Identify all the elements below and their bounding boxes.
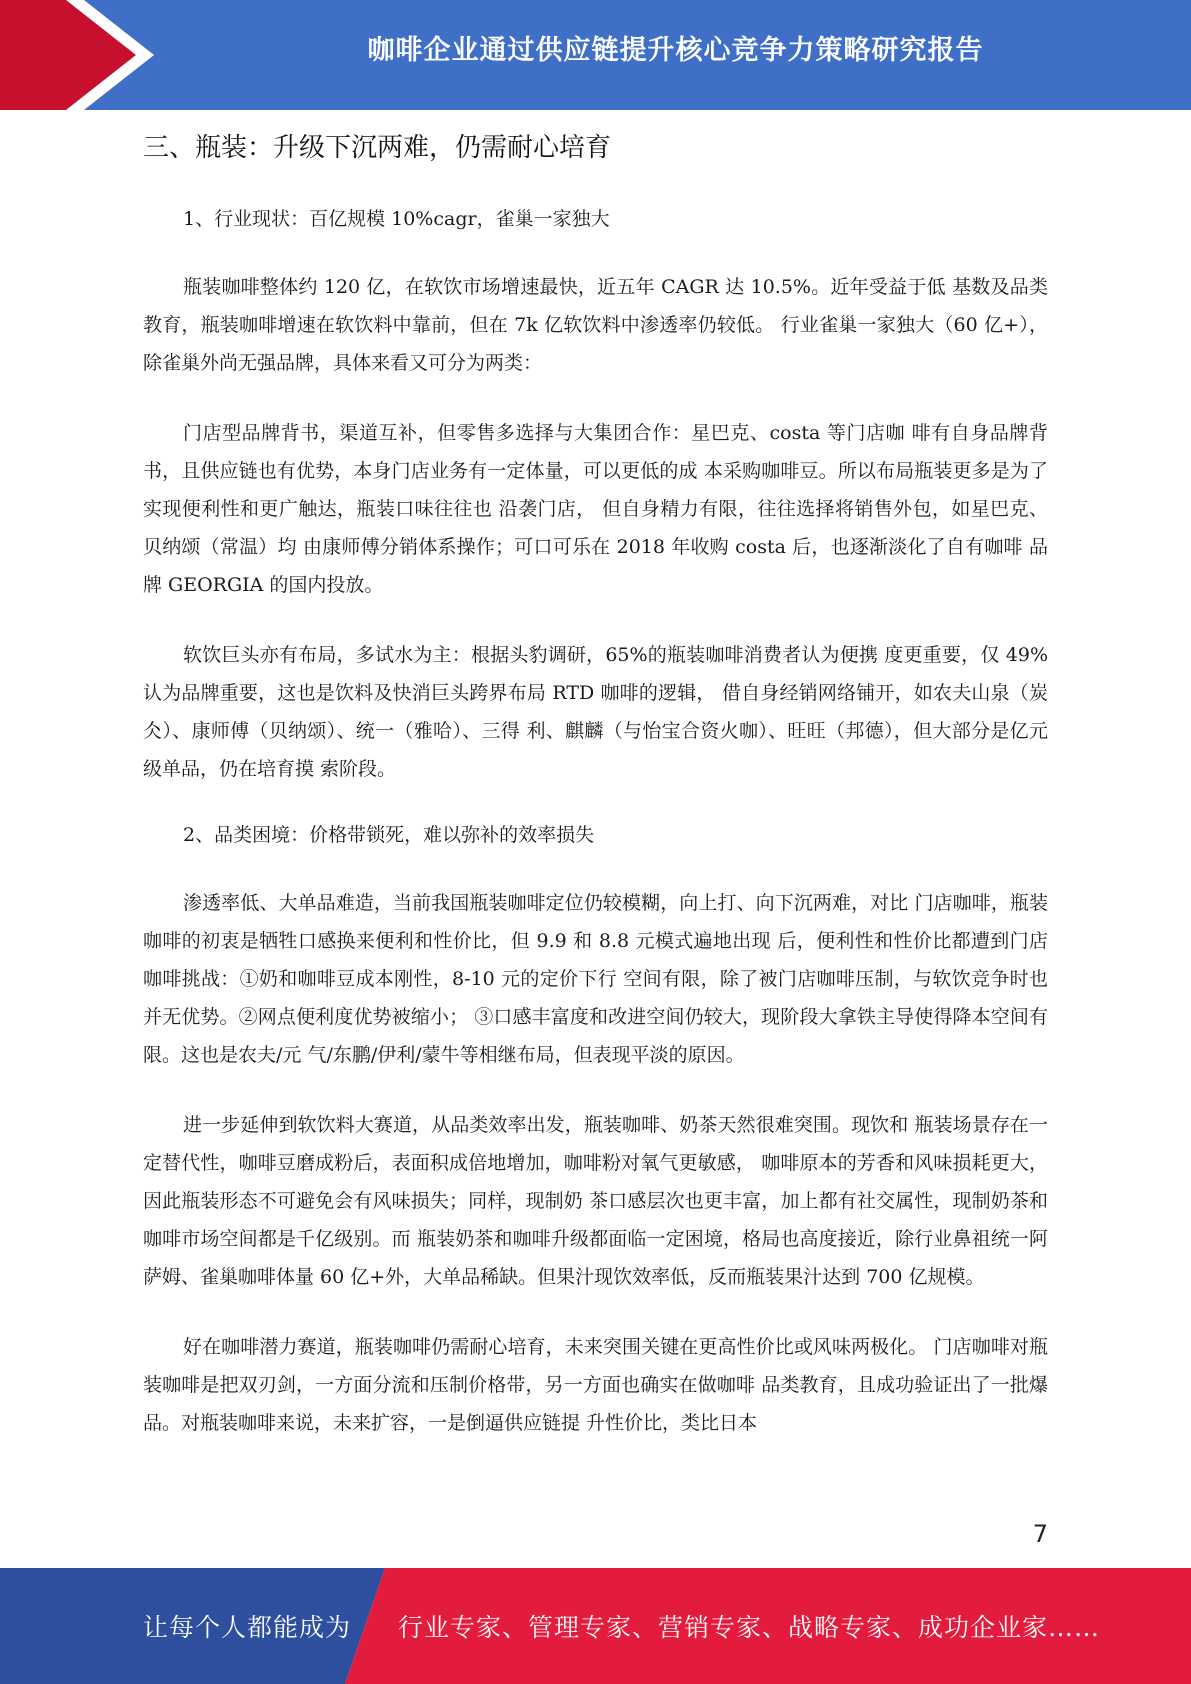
paragraph: 进一步延伸到软饮料大赛道，从品类效率出发，瓶装咖啡、奶茶天然很难突围。现饮和 瓶装场景存在一定替代性，咖啡豆磨成粉后，表面积成倍地增加，咖啡粉对氧气更敏感， 咖啡原本的芳香和风味损耗更大，因此瓶装形态不可避免会有风味损失；同样，现制奶 茶口感层次也更丰富，加上都有社交属性，现制奶茶和咖啡市场空间都是千亿级别。而 瓶装奶茶和咖啡升级都面临一定困境，格局也高度接近，除行业鼻祖统一阿萨姆、雀巢咖啡体量 60 亿+外，大单品稀缺。但果汁现饮效率低，反而瓶装果汁达到 700 亿规模。 <box>143 1114 1048 1288</box>
subsection-heading-1: 1、行业现状：百亿规模 10%cagr，雀巢一家独大 <box>183 208 610 230</box>
footer-slogan-left: 让每个人都能成为 <box>143 1613 352 1642</box>
page-number: 7 <box>1032 1520 1048 1548</box>
paragraph: 渗透率低、大单品难造，当前我国瓶装咖啡定位仍较模糊，向上打、向下沉两难，对比 门店咖啡，瓶装咖啡的初衷是牺牲口感换来便利和性价比，但 9.9 和 8.8 元模式遍地出现 后，便利性和性价比都遭到门店咖啡挑战：①奶和咖啡豆成本刚性，8-10 元的定价下行 空间有限，除了被门店咖啡压制，与软饮竞争时也并无优势。②网点便利度优势被缩小； ③口感丰富度和改进空间仍较大，现阶段大拿铁主导使得降本空间有限。这也是农夫/元 气/东鹏/伊利/蒙牛等相继布局，但表现平淡的原因。 <box>143 892 1048 1066</box>
page-header <box>0 0 1191 110</box>
paragraph: 门店型品牌背书，渠道互补，但零售多选择与大集团合作：星巴克、costa 等门店咖 啡有自身品牌背书，且供应链也有优势，本身门店业务有一定体量，可以更低的成 本采购咖啡豆。所以布局瓶装更多是为了实现便利性和更广触达，瓶装口味往往也 沿袭门店， 但自身精力有限，往往选择将销售外包，如星巴克、贝纳颂（常温）均 由康师傅分销体系操作；可口可乐在 2018 年收购 costa 后，也逐渐淡化了自有咖啡 品牌 GEORGIA 的国内投放。 <box>143 422 1048 596</box>
main-content <box>143 128 1048 1474</box>
paragraph: 软饮巨头亦有布局，多试水为主：根据头豹调研，65%的瓶装咖啡消费者认为便携 度更重要，仅 49%认为品牌重要，这也是饮料及快消巨头跨界布局 RTD 咖啡的逻辑， 借自身经销网络铺开，如农夫山泉（炭仌）、康师傅（贝纳颂）、统一（雅哈）、三得 利、麒麟（与怡宝合资火咖）、旺旺（邦德），但大部分是亿元级单品，仍在培育摸 索阶段。 <box>143 644 1048 780</box>
footer-slogan-right: 行业专家、管理专家、营销专家、战略专家、成功企业家…… <box>398 1613 1101 1642</box>
subsection-heading-2: 2、品类困境：价格带锁死，难以弥补的效率损失 <box>183 824 595 846</box>
report-title: 咖啡企业通过供应链提升核心竞争力策略研究报告 <box>367 35 984 66</box>
paragraph: 好在咖啡潜力赛道，瓶装咖啡仍需耐心培育，未来突围关键在更高性价比或风味两极化。 门店咖啡对瓶装咖啡是把双刃剑，一方面分流和压制价格带，另一方面也确实在做咖啡 品类教育，且成功验证出了一批爆品。对瓶装咖啡来说，未来扩容，一是倒逼供应链提 升性价比，类比日本 <box>143 1336 1048 1434</box>
paragraph: 瓶装咖啡整体约 120 亿，在软饮市场增速最快，近五年 CAGR 达 10.5%。近年受益于低 基数及品类教育，瓶装咖啡增速在软饮料中靠前，但在 7k 亿软饮料中渗透率仍较低。 行业雀巢一家独大（60 亿+），除雀巢外尚无强品牌，具体来看又可分为两类： <box>143 276 1048 374</box>
section-title: 三、瓶装：升级下沉两难，仍需耐心培育 <box>143 133 612 163</box>
page-footer <box>0 1568 1191 1684</box>
